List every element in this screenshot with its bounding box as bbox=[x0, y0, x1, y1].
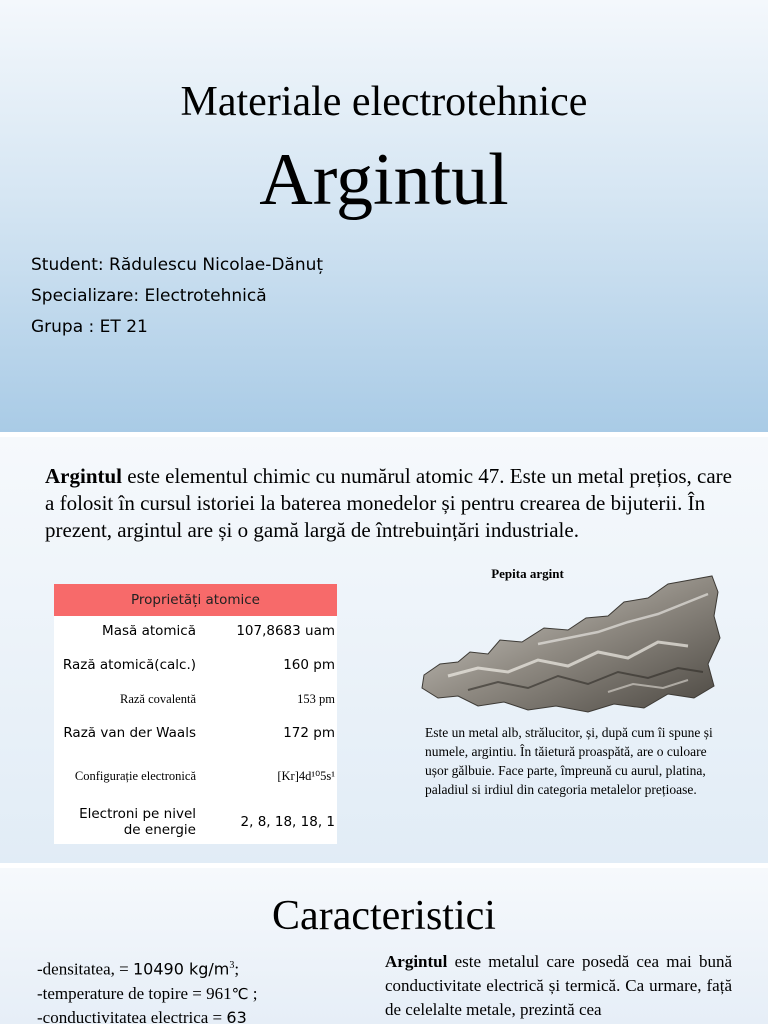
characteristics-slide bbox=[0, 868, 768, 1027]
table-row bbox=[54, 616, 337, 646]
list-item-superscript: 3 bbox=[229, 960, 235, 971]
property-name: Rază atomică(calc.) bbox=[62, 657, 196, 673]
intro-text: este elementul chimic cu numărul atomic 47. Este un metal prețios, care a folosit în cursul istoriei la baterea monedelor și pentru crearea de bijuterii. În prezent, argintul are și o gamă largă de întrebuințări industriale. bbox=[45, 464, 732, 542]
characteristics-paragraph: Argintul este metalul care posedă cea mai bună conductivitate electrică și termică. Ca urmare, față de celelalte metale, prezintă cea bbox=[385, 952, 732, 1019]
property-name: Configurație electronică bbox=[74, 768, 196, 783]
title-slide bbox=[0, 0, 768, 432]
list-item-value: 10490 kg/m bbox=[132, 959, 230, 979]
list-item bbox=[37, 1006, 367, 1030]
list-item-label: -temperature de topire = 961 bbox=[37, 983, 232, 1003]
course-subtitle: Materiale electrotehnice bbox=[180, 79, 588, 125]
property-name: Rază covalentă bbox=[120, 691, 196, 706]
list-item-label: -densitatea, = bbox=[37, 959, 133, 979]
table-row bbox=[54, 646, 337, 684]
list-item-label: -conductivitatea electrica = bbox=[37, 1007, 227, 1027]
silver-description: Este un metal alb, strălucitor, și, după cum îi spune și numele, argintiu. În tăietură proaspătă, are o culoare ușor gălbuie. Face parte, împreună cu aurul, platina, paladiul si irdiul din categoria metalelor prețioase. bbox=[425, 725, 713, 797]
property-value: 160 pm bbox=[283, 657, 335, 673]
specialization: Specializare: Electrotehnică bbox=[31, 286, 267, 306]
student-name: Student: Rădulescu Nicolae-Dănuț bbox=[31, 255, 324, 275]
slide-title: Argintul bbox=[259, 139, 509, 221]
paragraph-text: este metalul care posedă cea mai bună conductivitate electrică și termică. Ca urmare, față de celelalte metale, prezintă cea bbox=[385, 952, 732, 1019]
table-row bbox=[54, 752, 337, 800]
property-name: Masă atomică bbox=[102, 623, 196, 639]
intro-paragraph bbox=[45, 463, 735, 544]
list-item bbox=[37, 954, 367, 982]
table-header: Proprietăți atomice bbox=[54, 584, 337, 616]
list-item bbox=[37, 982, 367, 1006]
table-row bbox=[54, 714, 337, 752]
property-value: 107,8683 uam bbox=[236, 623, 335, 639]
characteristics-title: Caracteristici bbox=[272, 893, 496, 939]
list-item-value: 63 bbox=[226, 1007, 247, 1027]
intro-bold-term: Argintul bbox=[45, 464, 123, 488]
property-name: Rază van der Waals bbox=[63, 725, 196, 741]
property-value: [Kr]4d¹⁰5s¹ bbox=[277, 769, 335, 783]
atomic-properties-table bbox=[54, 584, 337, 844]
property-value: 153 pm bbox=[297, 691, 335, 706]
property-name: Electroni pe nivel de energie bbox=[79, 806, 196, 838]
intro-slide bbox=[0, 437, 768, 863]
property-value: 2, 8, 18, 18, 1 bbox=[240, 814, 335, 830]
list-item-end: ; bbox=[248, 983, 258, 1003]
group: Grupa : ET 21 bbox=[31, 317, 148, 337]
list-item-value: ℃ bbox=[231, 984, 249, 1003]
table-row bbox=[54, 684, 337, 714]
silver-nugget-image bbox=[418, 572, 723, 717]
list-item-end: ; bbox=[234, 959, 240, 979]
student-info bbox=[31, 250, 323, 343]
table-row bbox=[54, 800, 337, 844]
property-value: 172 pm bbox=[283, 725, 335, 741]
image-caption: Pepita argint bbox=[491, 566, 564, 581]
characteristics-list bbox=[37, 954, 367, 1030]
table-header-row bbox=[54, 584, 337, 616]
